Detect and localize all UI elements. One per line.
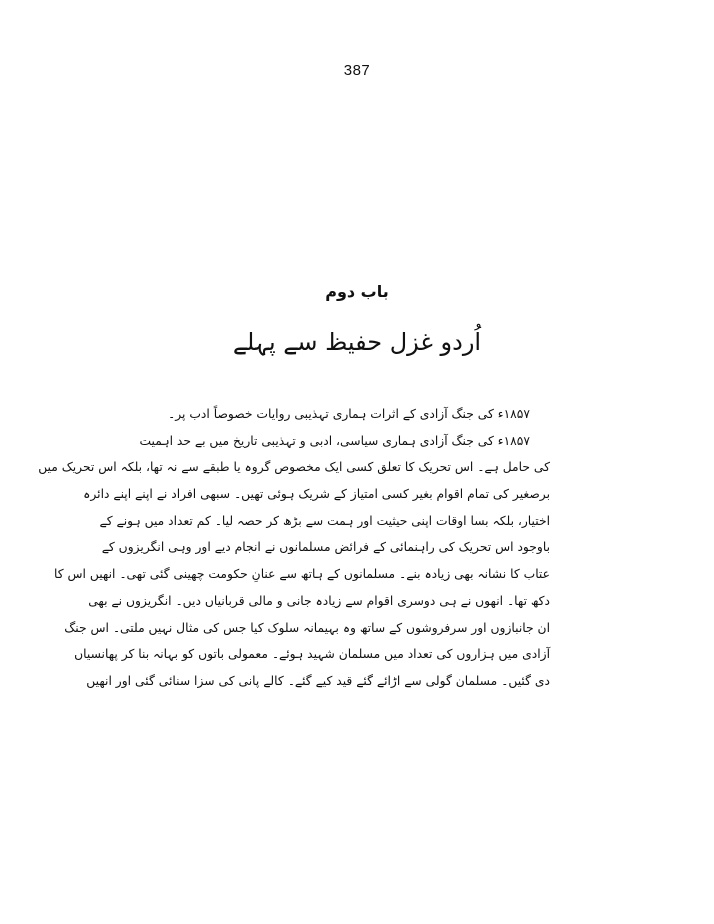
paragraph-line: ان جانبازوں اور سرفروشوں کے ساتھ وہ بہیمانہ سلوک کیا جس کی مثال نہیں ملتی۔ اس جنگ	[64, 620, 550, 635]
paragraph-line: عتاب کا نشانہ بھی زیادہ بنے۔ مسلمانوں کے ہاتھ سے عنانِ حکومت چھینی گئی تھی۔ انھیں اس کا	[53, 567, 550, 582]
page-number: 387	[343, 62, 371, 79]
section-heading-line: ۱۸۵۷ء کی جنگ آزادی کے اثرات ہماری تہذیبی روایات خصوصاً ادب پر۔	[168, 407, 530, 421]
paragraph-line: برصغیر کی تمام اقوام بغیر کسی امتیاز کے شریک ہوئی تھیں۔ سبھی افراد نے اپنے اپنے دائرہ	[83, 487, 550, 502]
paragraph-line: کی حامل ہے۔ اس تحریک کا تعلق کسی ایک مخصوص گروہ یا طبقے سے نہ تھا، بلکہ اس تحریک میں	[38, 460, 550, 475]
paragraph-line: آزادی میں ہزاروں کی تعداد میں مسلمان شہید ہوئے۔ معمولی باتوں کو بہانہ بنا کر پھانسیاں	[74, 647, 550, 662]
paragraph-line: باوجود اس تحریک کی راہنمائی کے فرائض مسلمانوں نے انجام دیے اور وہی انگریزوں کے	[101, 540, 550, 555]
body-text	[38, 401, 550, 695]
paragraph-line: دکھ تھا۔ انھوں نے ہی دوسری اقوام سے زیادہ جانی و مالی قربانیاں دیں۔ انگریزوں نے بھی	[88, 593, 550, 608]
chapter-label: باب دوم	[325, 282, 389, 301]
paragraph-line: ۱۸۵۷ء کی جنگ آزادی ہماری سیاسی، ادبی و تہذیبی تاریخ میں بے حد اہمیت	[139, 433, 530, 448]
chapter-title: اُردو غزل حفیظ سے پہلے	[232, 328, 482, 356]
paragraph-line: دی گئیں۔ مسلمان گولی سے اڑائے گئے قید کیے گئے۔ کالے پانی کی سزا سنائی گئی اور انھیں	[86, 673, 550, 688]
paragraph-line: اختیار، بلکہ بسا اوقات اپنی حیثیت اور ہمت سے بڑھ کر حصہ لیا۔ کم تعداد میں ہونے کے	[99, 513, 550, 528]
